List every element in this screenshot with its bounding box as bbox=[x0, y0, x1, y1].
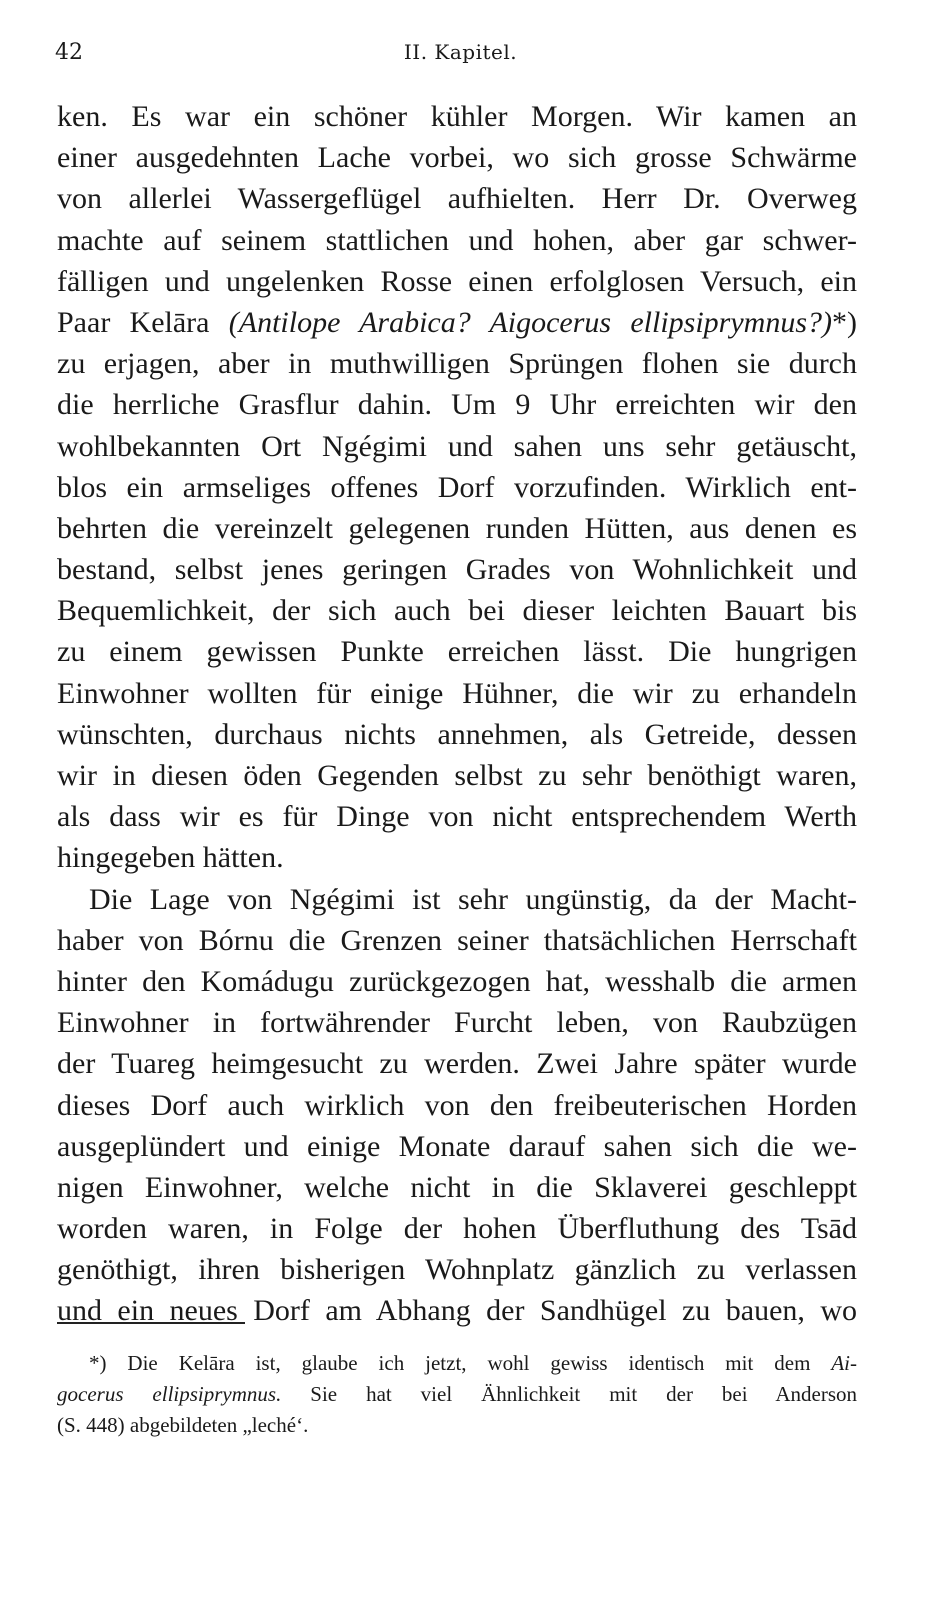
footnote-line: (S. 448) abgebildeten „leché‘. bbox=[57, 1413, 309, 1437]
text-span: *) Die Kelāra ist, glaube ich jetzt, wohl gewiss identisch mit dem bbox=[89, 1351, 832, 1375]
text-line: haber von Bórnu die Grenzen seiner thatsächlichen Herrschaft bbox=[57, 923, 857, 957]
text-line: machte auf seinem stattlichen und hohen, aber gar schwer- bbox=[57, 223, 857, 257]
text-line: wir in diesen öden Gegenden selbst zu sehr benöthigt waren, bbox=[57, 759, 857, 792]
text-line: zu einem gewissen Punkte erreichen lässt. Die hungrigen bbox=[57, 635, 857, 669]
italic-span: gocerus ellipsiprymnus. bbox=[57, 1382, 282, 1406]
text-line: fälligen und ungelenken Rosse einen erfolglosen Versuch, ein bbox=[57, 264, 857, 298]
text-line: von allerlei Wassergeflügel aufhielten. Herr Dr. Overweg bbox=[57, 182, 857, 216]
text-line: wohlbekannten Ort Ngégimi und sahen uns sehr getäuscht, bbox=[57, 429, 857, 463]
text-line: nigen Einwohner, welche nicht in die Sklaverei geschleppt bbox=[57, 1170, 857, 1204]
text-line: blos ein armseliges offenes Dorf vorzufinden. Wirklich ent- bbox=[57, 470, 857, 504]
text-line: hingegeben hätten. bbox=[57, 841, 284, 875]
footnote-line bbox=[57, 1348, 857, 1379]
text-line: ken. Es war ein schöner kühler Morgen. Wir kamen an bbox=[57, 100, 857, 133]
page-number: 42 bbox=[55, 40, 83, 65]
text-line: dieses Dorf auch wirklich von den freibeuterischen Horden bbox=[57, 1088, 857, 1122]
text-span: Paar Kelāra bbox=[57, 305, 229, 339]
text-span: Sie hat viel Ähnlichkeit mit der bei Anderson bbox=[281, 1382, 857, 1406]
footnote-line bbox=[57, 1379, 857, 1410]
italic-span: Ai- bbox=[831, 1351, 857, 1375]
text-line: behrten die vereinzelt gelegenen runden Hütten, aus denen es bbox=[57, 511, 857, 545]
text-line: die herrliche Grasflur dahin. Um 9 Uhr erreichten wir den bbox=[57, 388, 857, 422]
species-names: (Antilope Arabica? Aigocerus ellipsiprymnus?) bbox=[228, 305, 832, 339]
footnote-marker: *) bbox=[832, 305, 857, 339]
text-line: bestand, selbst jenes geringen Grades von Wohnlichkeit und bbox=[57, 553, 857, 587]
text-line: und ein neues Dorf am Abhang der Sandhügel zu bauen, wo bbox=[57, 1294, 857, 1328]
paragraph-start: Die Lage von Ngégimi ist sehr ungünstig, da der Macht- bbox=[89, 882, 857, 916]
footnote bbox=[57, 1348, 857, 1441]
main-text bbox=[57, 96, 857, 1332]
text-line: Einwohner wollten für einige Hühner, die wir zu erhandeln bbox=[57, 676, 857, 710]
text-line: zu erjagen, aber in muthwilligen Sprüngen flohen sie durch bbox=[57, 347, 857, 381]
footnote-rule bbox=[57, 1322, 245, 1324]
text-line: wünschten, durchaus nichts annehmen, als Getreide, dessen bbox=[57, 717, 857, 751]
text-line: ausgeplündert und einige Monate darauf sahen sich die we- bbox=[57, 1129, 857, 1163]
text-line-with-italic bbox=[57, 302, 857, 343]
text-line: als dass wir es für Dinge von nicht entsprechendem Werth bbox=[57, 800, 857, 834]
text-line: Einwohner in fortwährender Furcht leben, von Raubzügen bbox=[57, 1006, 857, 1040]
page-header bbox=[55, 40, 866, 80]
text-line: worden waren, in Folge der hohen Überfluthung des Tsād bbox=[57, 1212, 857, 1246]
running-title: II. Kapitel. bbox=[403, 40, 518, 64]
text-line: genöthigt, ihren bisherigen Wohnplatz gänzlich zu verlassen bbox=[57, 1253, 857, 1287]
text-line: hinter den Komádugu zurückgezogen hat, wesshalb die armen bbox=[57, 964, 857, 998]
text-line: der Tuareg heimgesucht zu werden. Zwei Jahre später wurde bbox=[57, 1047, 857, 1081]
text-line: einer ausgedehnten Lache vorbei, wo sich grosse Schwärme bbox=[57, 141, 857, 175]
text-line: Bequemlichkeit, der sich auch bei dieser leichten Bauart bis bbox=[57, 594, 857, 628]
